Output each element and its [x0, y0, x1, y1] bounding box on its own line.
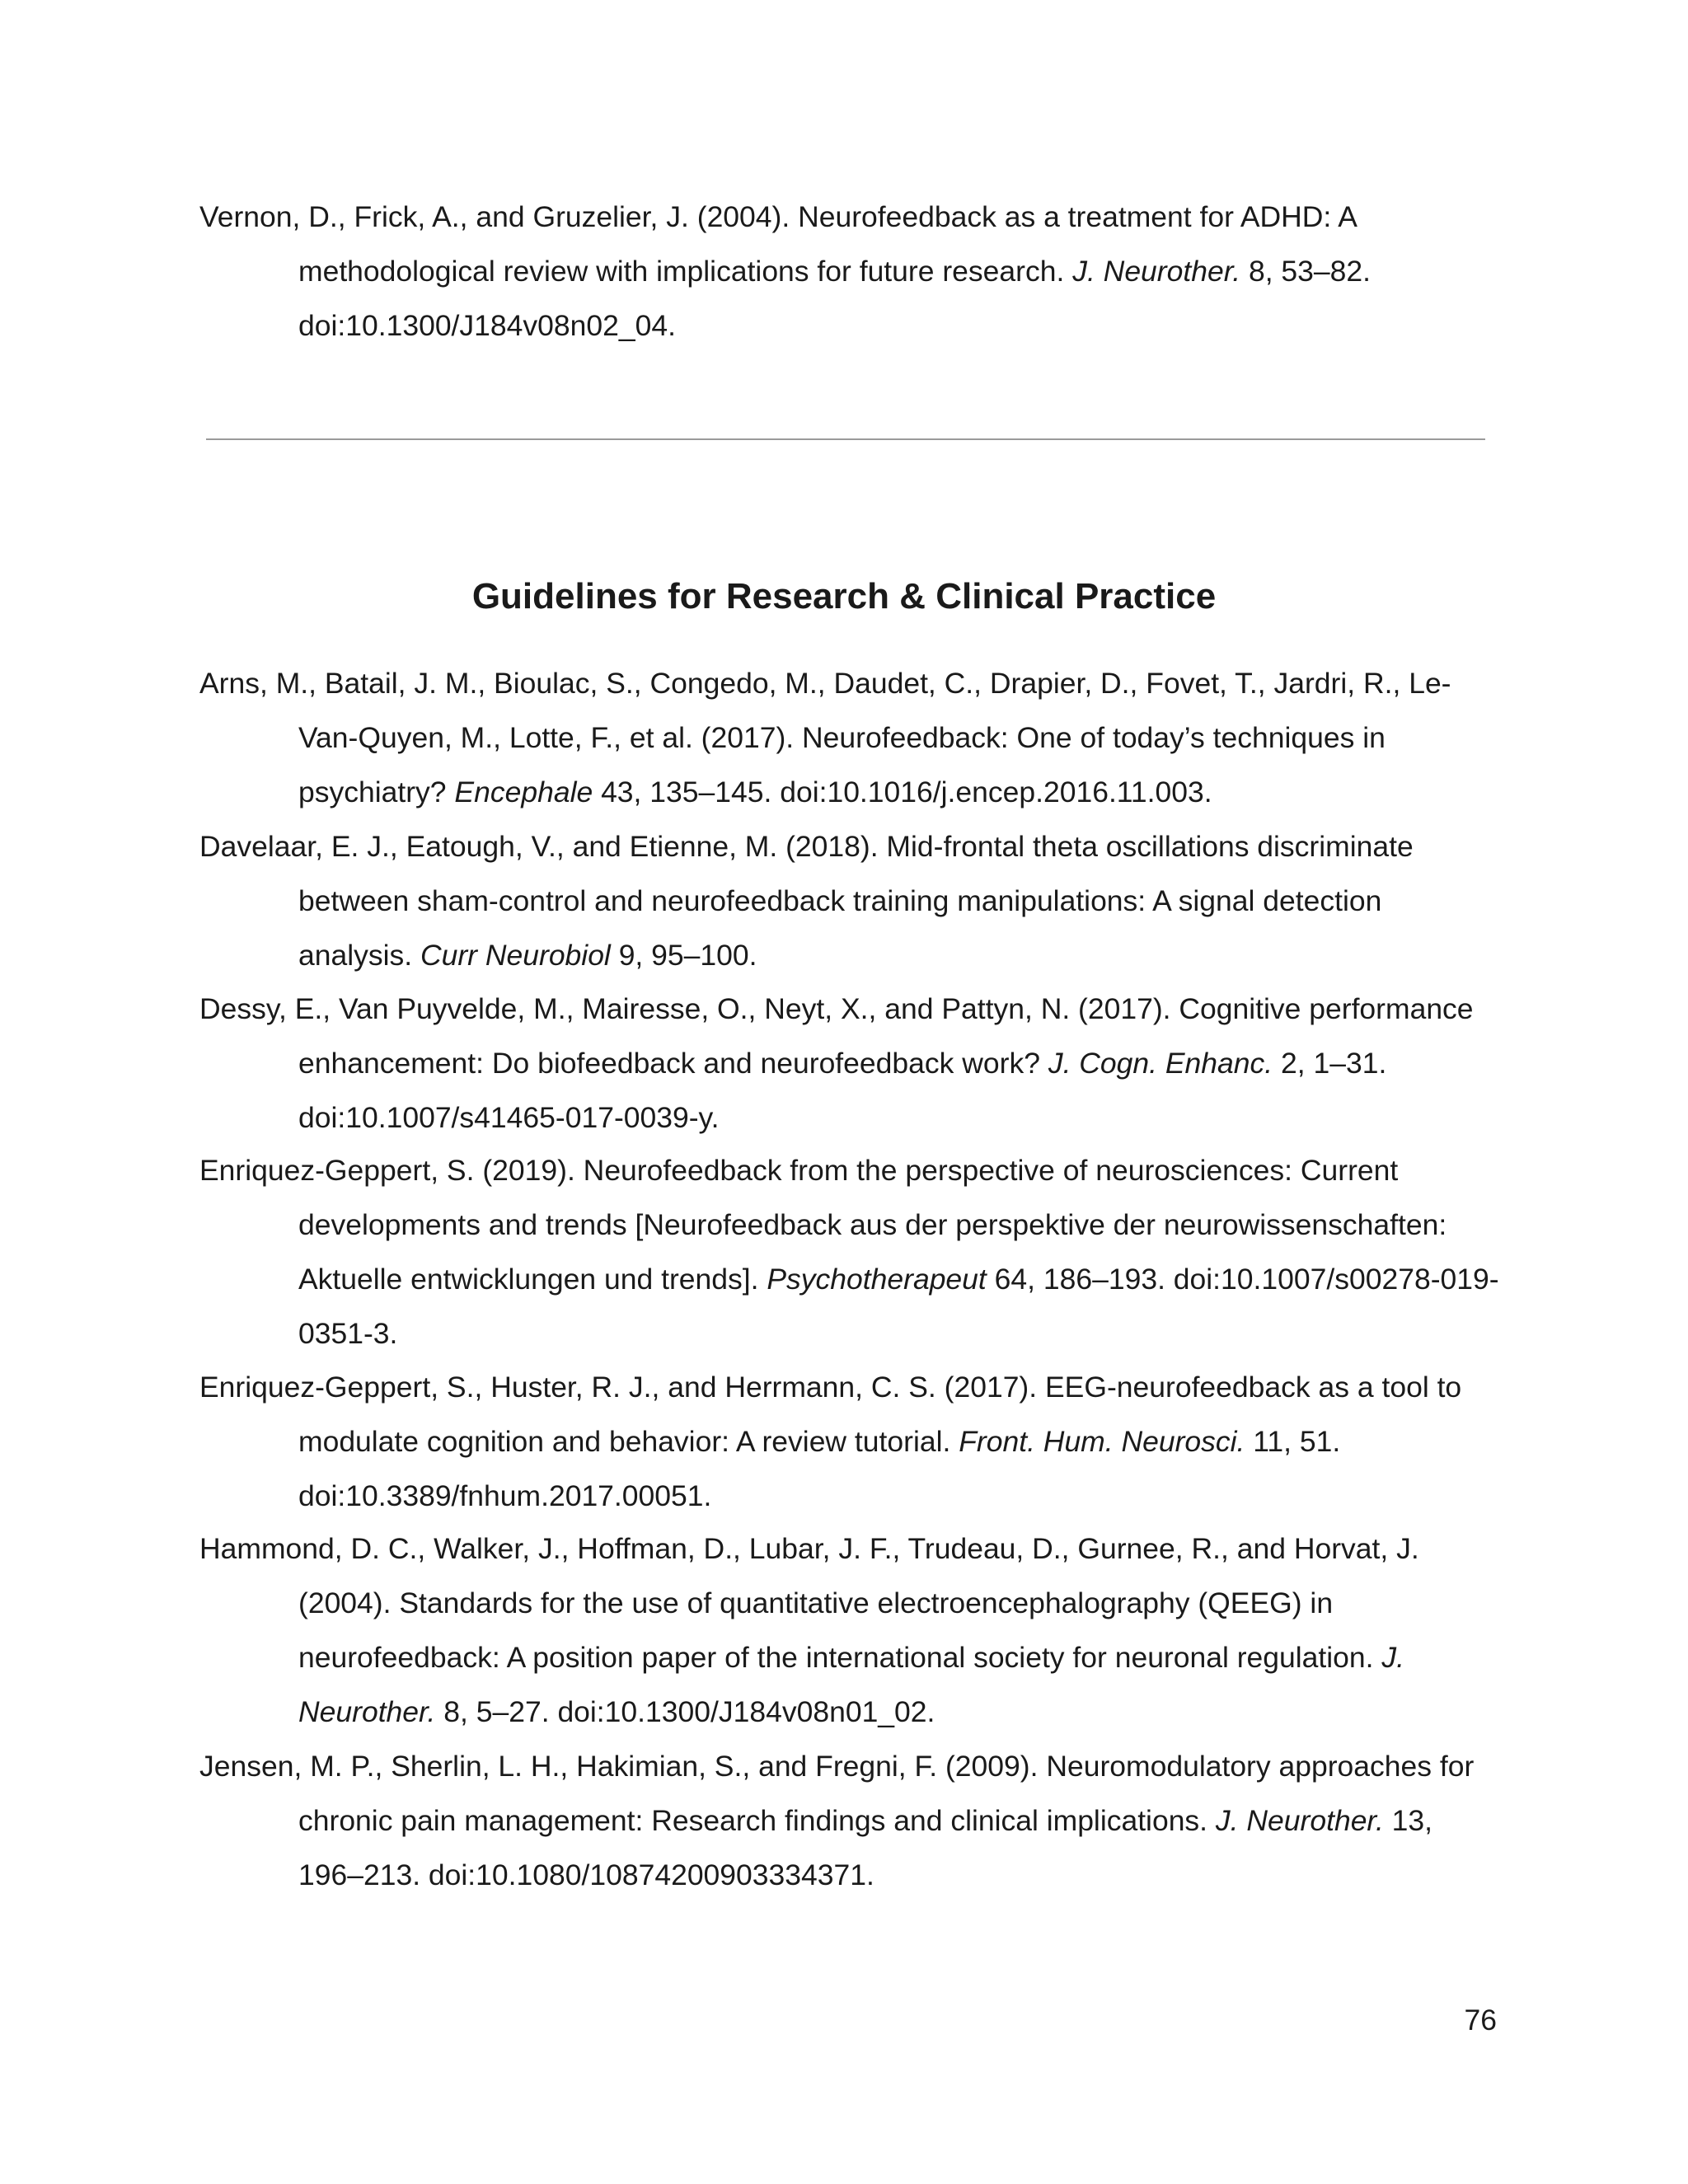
- reference-authors-title: Jensen, M. P., Sherlin, L. H., Hakimian, S., and Fregni, F. (2009). Neuromodulatory approaches for chronic pain management: Research findings and clinical implications.: [199, 1750, 1475, 1837]
- reference-volume-doi: 8, 5–27. doi:10.1300/J184v08n01_02.: [435, 1695, 935, 1728]
- reference-authors-title: Enriquez-Geppert, S., Huster, R. J., and Herrmann, C. S. (2017). EEG-neurofeedback as a tool to modulate cognition and behavior: A review tutorial.: [199, 1371, 1462, 1458]
- reference-volume-doi: 64, 186–193. doi:10.1007/s00278-019-0351-3.: [298, 1263, 1499, 1350]
- reference-journal: Curr Neurobiol: [420, 939, 611, 972]
- reference-authors-title: Davelaar, E. J., Eatough, V., and Etienne, M. (2018). Mid-frontal theta oscillations discriminate between sham-control and neurofeedback training manipulations: A signal detection analysis.: [199, 830, 1414, 972]
- page-number: 76: [1464, 2004, 1497, 2036]
- section-heading: Guidelines for Research & Clinical Practice: [471, 576, 1217, 616]
- reference-entry: [199, 1360, 1502, 1523]
- reference-authors-title: Vernon, D., Frick, A., and Gruzelier, J. (2004). Neurofeedback as a treatment for ADHD: A methodological review with implications for future research.: [199, 200, 1356, 288]
- reference-journal: Psychotherapeut: [767, 1263, 987, 1296]
- reference-entry: [199, 982, 1502, 1145]
- reference-authors-title: Dessy, E., Van Puyvelde, M., Mairesse, O., Neyt, X., and Pattyn, N. (2017). Cognitive performance enhancement: Do biofeedback and neurofeedback work?: [199, 992, 1474, 1080]
- reference-authors-title: Enriquez-Geppert, S. (2019). Neurofeedback from the perspective of neurosciences: Current developments and trends [Neurofeedback aus der perspektive der neurowissenschaften: Aktuelle entwicklungen und trends].: [199, 1154, 1447, 1296]
- reference-volume-doi: 9, 95–100.: [610, 939, 757, 972]
- reference-volume-doi: 8, 53–82. doi:10.1300/J184v08n02_04.: [298, 255, 1372, 342]
- reference-volume-doi: 2, 1–31. doi:10.1007/s41465-017-0039-y.: [298, 1047, 1387, 1134]
- reference-volume-doi: 43, 135–145. doi:10.1016/j.encep.2016.11.003.: [593, 776, 1212, 808]
- reference-journal: Front. Hum. Neurosci.: [959, 1425, 1245, 1458]
- reference-entry: [199, 1143, 1502, 1361]
- reference-entry: [199, 1739, 1502, 1902]
- reference-authors-title: Arns, M., Batail, J. M., Bioulac, S., Congedo, M., Daudet, C., Drapier, D., Fovet, T., Jardri, R., Le-Van-Quyen, M., Lotte, F., et al. (2017). Neurofeedback: One of today’s techniques in psychiatry?: [199, 667, 1451, 808]
- reference-volume-doi: 13, 196–213. doi:10.1080/10874200903334371.: [298, 1804, 1433, 1891]
- reference-volume-doi: 11, 51. doi:10.3389/fnhum.2017.00051.: [298, 1425, 1341, 1512]
- reference-journal: J. Neurother.: [298, 1641, 1405, 1728]
- reference-entry: [199, 819, 1502, 982]
- reference-journal: J. Neurother.: [1215, 1804, 1384, 1837]
- reference-journal: Encephale: [454, 776, 593, 808]
- reference-entry: [199, 656, 1502, 819]
- reference-journal: J. Neurother.: [1072, 255, 1241, 288]
- reference-journal: J. Cogn. Enhanc.: [1048, 1047, 1273, 1080]
- reference-entry: [199, 1521, 1502, 1739]
- reference-authors-title: Hammond, D. C., Walker, J., Hoffman, D., Lubar, J. F., Trudeau, D., Gurnee, R., and Horvat, J. (2004). Standards for the use of quantitative electroencephalography (QEEG) in neurofeedback: A position paper of the international society for neuronal regulation.: [199, 1532, 1419, 1674]
